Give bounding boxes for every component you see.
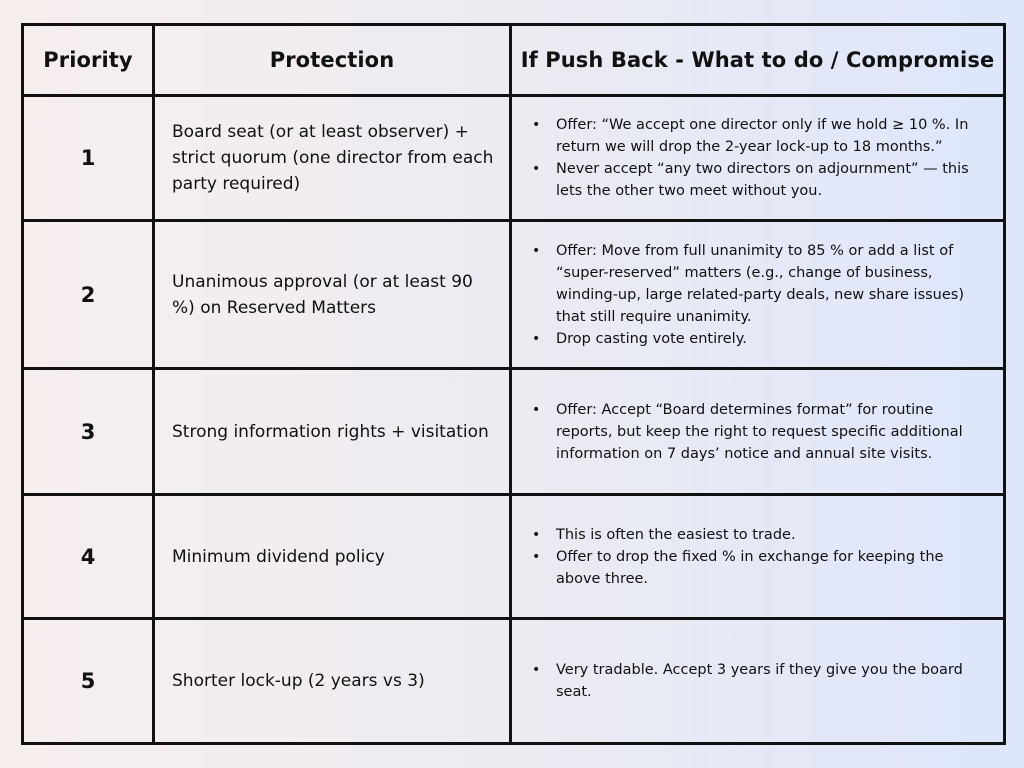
compromise-text: Offer: “We accept one director only if we hold ≥ 10 %. In return we will drop the 2-year lock-up to 18 months.” [556,117,969,155]
list-item [532,158,989,202]
compromise-list [529,524,989,590]
compromise-text: Offer: Accept “Board determines format” for routine reports, but keep the right to request specific additional information on 7 days’ notice and annual site visits. [556,401,963,462]
push-back-cell [511,96,1005,221]
compromise-text: Very tradable. Accept 3 years if they give you the board seat. [556,662,963,700]
list-item [532,240,989,328]
bullet-icon: • [532,401,541,418]
bullet-icon: • [532,526,541,543]
priorities-table [21,23,1006,745]
table-row [23,221,1005,369]
bullet-icon: • [532,242,541,259]
compromise-list [529,659,989,703]
protection-cell: Strong information rights + visitation [154,369,511,495]
list-item [532,524,989,546]
push-back-cell [511,495,1005,619]
priority-cell: 4 [23,495,154,619]
negotiation-priorities-table [21,23,1003,745]
protection-cell: Unanimous approval (or at least 90 %) on Reserved Matters [154,221,511,369]
protection-cell: Minimum dividend policy [154,495,511,619]
priority-cell: 5 [23,619,154,744]
table-row [23,495,1005,619]
table-row [23,96,1005,221]
compromise-text: Never accept “any two directors on adjournment” — this lets the other two meet without you. [556,161,969,199]
compromise-text: Drop casting vote entirely. [556,330,747,347]
header-priority: Priority [23,25,154,96]
push-back-cell [511,369,1005,495]
bullet-icon: • [532,662,541,678]
header-push-back: If Push Back - What to do / Compromise [511,25,1005,96]
push-back-cell [511,619,1005,744]
bullet-icon: • [532,117,541,133]
list-item [532,399,989,465]
priority-cell: 3 [23,369,154,495]
protection-cell: Shorter lock-up (2 years vs 3) [154,619,511,744]
compromise-list [529,240,989,350]
compromise-list [529,114,989,202]
bullet-icon: • [532,330,541,347]
protection-cell: Board seat (or at least observer) + strict quorum (one director from each party required) [154,96,511,221]
compromise-text: Offer: Move from full unanimity to 85 % or add a list of “super-reserved” matters (e.g., change of business, winding-up, large related-party deals, new share issues) that still require unanimity. [556,242,965,325]
list-item [532,114,989,158]
table-row [23,369,1005,495]
list-item [532,546,989,590]
list-item [532,328,989,350]
table-row [23,619,1005,744]
bullet-icon: • [532,548,541,565]
priority-cell: 1 [23,96,154,221]
push-back-cell [511,221,1005,369]
compromise-text: Offer to drop the fixed % in exchange for keeping the above three. [556,548,944,587]
compromise-text: This is often the easiest to trade. [556,526,796,543]
compromise-list [529,399,989,465]
priority-cell: 2 [23,221,154,369]
header-protection: Protection [154,25,511,96]
table-header-row [23,25,1005,96]
list-item [532,659,989,703]
bullet-icon: • [532,161,541,177]
